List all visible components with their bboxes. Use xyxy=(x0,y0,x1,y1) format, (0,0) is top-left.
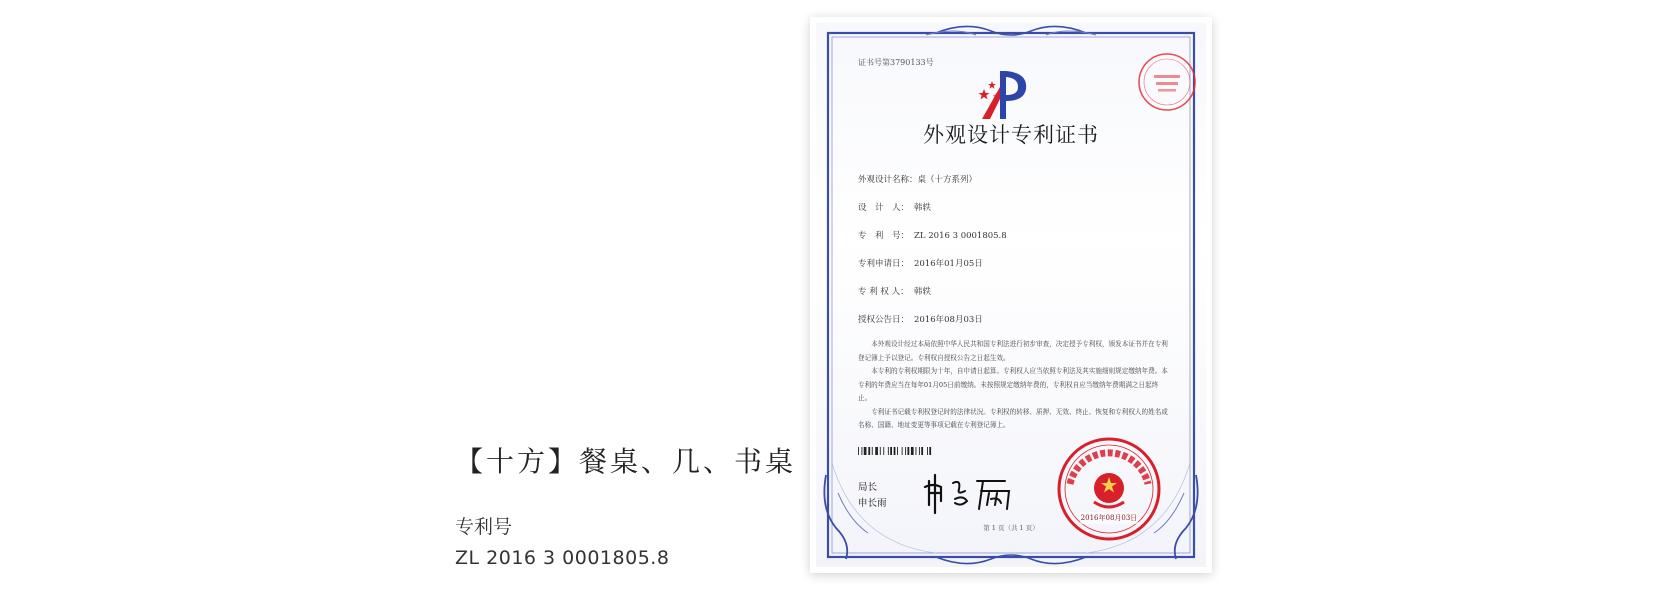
body-paragraph: 本专利的专利权期限为十年，自申请日起算。专利权人应当依照专利法及其实施细则规定缴纳年费。本专利的年费应当在每年01月05日前缴纳。未按照规定缴纳年费的，专利权自应当缴纳年费期满之日起终止。 xyxy=(858,367,1168,402)
field-application-date xyxy=(858,257,983,269)
product-title: 【十方】餐桌、几、书桌 xyxy=(455,445,797,478)
field-value: ZL 2016 3 0001805.8 xyxy=(914,231,1007,241)
field-patentee xyxy=(858,285,931,297)
barcode xyxy=(858,447,968,455)
patent-office-logo xyxy=(976,67,1036,123)
field-patent-number xyxy=(858,229,1007,241)
director-name: 申长雨 xyxy=(858,498,887,509)
field-grant-date xyxy=(858,313,983,325)
certificate-number: 证书号第3790133号 xyxy=(858,58,934,67)
field-label: 设 计 人： xyxy=(858,203,910,213)
field-design-name xyxy=(858,173,977,185)
patent-number: ZL 2016 3 0001805.8 xyxy=(455,547,670,569)
seal-date: 2016年08月03日 xyxy=(1080,514,1138,522)
certificate-title: 外观设计专利证书 xyxy=(923,123,1099,147)
page-number: 第 1 页（共 1 页） xyxy=(983,524,1039,532)
certificate-sheet xyxy=(816,23,1206,567)
field-value: 韩轶 xyxy=(914,287,932,297)
agency-seal xyxy=(1136,51,1198,113)
director-title: 局长 xyxy=(858,482,878,493)
field-label: 外观设计名称： xyxy=(858,175,918,185)
field-label: 专 利 权 人： xyxy=(858,287,909,297)
field-label: 专利申请日： xyxy=(858,259,910,269)
director-signature xyxy=(921,471,1021,515)
product-caption xyxy=(455,440,796,569)
field-value: 2016年01月05日 xyxy=(914,259,983,269)
patent-label: 专利号 xyxy=(455,516,513,538)
body-paragraph: 专利证书记载专利权登记时的法律状况。专利权的转移、质押、无效、终止、恢复和专利权人的姓名或名称、国籍、地址变更等事项记载在专利登记簿上。 xyxy=(858,407,1168,429)
certificate-image xyxy=(810,17,1212,573)
field-label: 专 利 号： xyxy=(858,231,910,241)
field-label: 授权公告日： xyxy=(858,315,910,325)
field-value: 2016年08月03日 xyxy=(914,315,983,325)
field-value: 韩轶 xyxy=(914,203,932,213)
certificate-body xyxy=(858,338,1170,433)
body-paragraph: 本外观设计经过本局依照中华人民共和国专利法进行初步审查，决定授予专利权，颁发本证书并在专利登记簿上予以登记。专利权自授权公告之日起生效。 xyxy=(858,340,1168,362)
field-designer xyxy=(858,201,931,213)
director-block xyxy=(858,480,887,512)
field-value: 桌（十方系列） xyxy=(917,175,978,185)
